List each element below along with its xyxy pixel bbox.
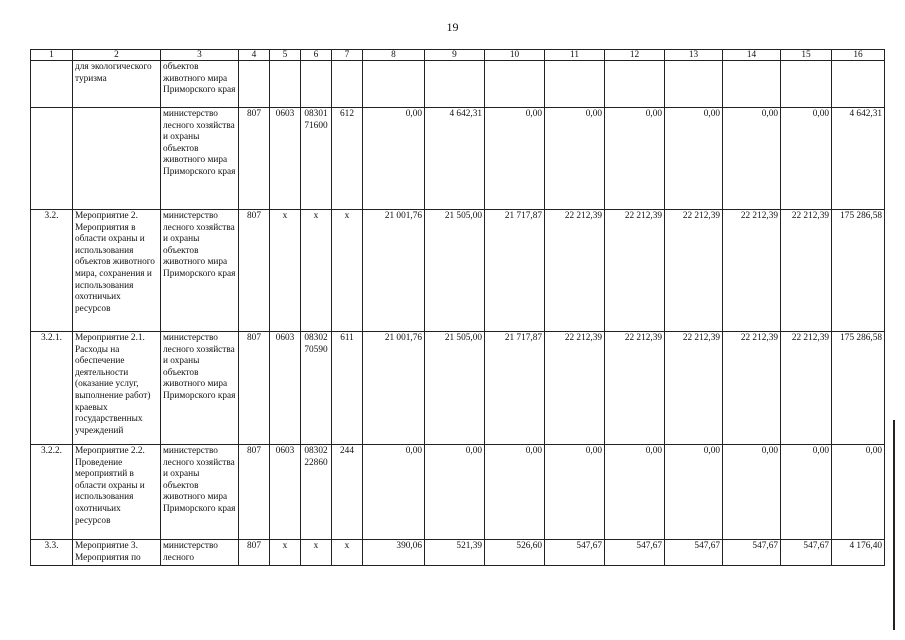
- page-number: 19: [446, 20, 459, 34]
- code-cell: x: [332, 540, 363, 566]
- amount-cell: 0,00: [781, 445, 832, 540]
- amount-cell: 526,60: [485, 540, 545, 566]
- amount-cell: 521,39: [425, 540, 485, 566]
- amount-cell: 22 212,39: [781, 332, 832, 445]
- code-cell: 807: [239, 332, 270, 445]
- amount-cell: 22 212,39: [781, 210, 832, 332]
- table-row: [31, 445, 885, 540]
- code-cell: 244: [332, 445, 363, 540]
- amount-cell: 21 505,00: [425, 210, 485, 332]
- amount-cell: [485, 61, 545, 108]
- amount-cell: 21 001,76: [363, 332, 425, 445]
- column-header: 5: [270, 50, 301, 61]
- column-header: 2: [73, 50, 161, 61]
- code-cell: 08301 71600: [301, 108, 332, 210]
- amount-cell: 0,00: [545, 108, 605, 210]
- amount-cell: 22 212,39: [723, 210, 781, 332]
- amount-cell: [545, 61, 605, 108]
- table-row: [31, 540, 885, 566]
- code-cell: x: [270, 210, 301, 332]
- amount-cell: 0,00: [485, 108, 545, 210]
- table-row: [31, 332, 885, 445]
- activity-name-cell: Мероприятие 2.1. Расходы на обеспечение деятельности (оказание услуг, выполнение работ) краевых государственных учреждений: [73, 332, 161, 445]
- code-cell: 612: [332, 108, 363, 210]
- amount-cell: 0,00: [605, 108, 665, 210]
- amount-cell: 22 212,39: [545, 332, 605, 445]
- executor-cell: министерство лесного хозяйства и охраны объектов животного мира Приморского края: [161, 210, 239, 332]
- column-header: 8: [363, 50, 425, 61]
- amount-cell: 547,67: [545, 540, 605, 566]
- amount-cell: 0,00: [665, 445, 723, 540]
- column-header: 15: [781, 50, 832, 61]
- amount-cell: [832, 61, 885, 108]
- amount-cell: 390,06: [363, 540, 425, 566]
- amount-cell: 22 212,39: [605, 332, 665, 445]
- code-cell: 0603: [270, 108, 301, 210]
- budget-table: [30, 49, 885, 566]
- column-header: 3: [161, 50, 239, 61]
- amount-cell: 21 505,00: [425, 332, 485, 445]
- amount-cell: [723, 61, 781, 108]
- amount-cell: [363, 61, 425, 108]
- code-cell: 807: [239, 210, 270, 332]
- amount-cell: 22 212,39: [665, 210, 723, 332]
- table-row: [31, 61, 885, 108]
- code-cell: 08302 22860: [301, 445, 332, 540]
- header-row: [31, 50, 885, 61]
- amount-cell: 0,00: [605, 445, 665, 540]
- row-id-cell: 3.3.: [31, 540, 73, 566]
- amount-cell: 547,67: [723, 540, 781, 566]
- column-header: 12: [605, 50, 665, 61]
- row-id-cell: 3.2.1.: [31, 332, 73, 445]
- code-cell: [332, 61, 363, 108]
- column-header: 9: [425, 50, 485, 61]
- amount-cell: 0,00: [425, 445, 485, 540]
- amount-cell: 175 286,58: [832, 210, 885, 332]
- amount-cell: 0,00: [723, 108, 781, 210]
- executor-cell: министерство лесного хозяйства и охраны объектов животного мира Приморского края: [161, 108, 239, 210]
- amount-cell: 21 717,87: [485, 332, 545, 445]
- code-cell: 0603: [270, 332, 301, 445]
- executor-cell: министерство лесного: [161, 540, 239, 566]
- amount-cell: 21 001,76: [363, 210, 425, 332]
- code-cell: x: [270, 540, 301, 566]
- code-cell: [270, 61, 301, 108]
- amount-cell: 0,00: [665, 108, 723, 210]
- row-id-cell: 3.2.2.: [31, 445, 73, 540]
- amount-cell: 0,00: [363, 445, 425, 540]
- code-cell: 0603: [270, 445, 301, 540]
- code-cell: 611: [332, 332, 363, 445]
- row-id-cell: 3.2.: [31, 210, 73, 332]
- row-id-cell: [31, 108, 73, 210]
- activity-name-cell: Мероприятие 3. Мероприятия по: [73, 540, 161, 566]
- executor-cell: объектов животного мира Приморского края: [161, 61, 239, 108]
- executor-cell: министерство лесного хозяйства и охраны объектов животного мира Приморского края: [161, 445, 239, 540]
- amount-cell: 22 212,39: [665, 332, 723, 445]
- amount-cell: 22 212,39: [545, 210, 605, 332]
- column-header: 7: [332, 50, 363, 61]
- table-row: [31, 108, 885, 210]
- amount-cell: 22 212,39: [605, 210, 665, 332]
- amount-cell: 0,00: [781, 108, 832, 210]
- edge-line: [893, 420, 895, 630]
- column-header: 4: [239, 50, 270, 61]
- column-header: 13: [665, 50, 723, 61]
- activity-name-cell: Мероприятие 2.2. Проведение мероприятий в области охраны и использования охотничьих ресурсов: [73, 445, 161, 540]
- code-cell: 807: [239, 108, 270, 210]
- executor-cell: министерство лесного хозяйства и охраны объектов животного мира Приморского края: [161, 332, 239, 445]
- amount-cell: 175 286,58: [832, 332, 885, 445]
- amount-cell: 4 642,31: [832, 108, 885, 210]
- column-header: 10: [485, 50, 545, 61]
- activity-name-cell: для экологического туризма: [73, 61, 161, 108]
- amount-cell: 0,00: [363, 108, 425, 210]
- row-id-cell: [31, 61, 73, 108]
- code-cell: x: [301, 540, 332, 566]
- code-cell: 08302 70590: [301, 332, 332, 445]
- activity-name-cell: [73, 108, 161, 210]
- column-header: 6: [301, 50, 332, 61]
- column-header: 14: [723, 50, 781, 61]
- amount-cell: 0,00: [723, 445, 781, 540]
- activity-name-cell: Мероприятие 2. Мероприятия в области охраны и использования объектов животного мира, сохранения и использования охотничьих ресурсов: [73, 210, 161, 332]
- code-cell: [239, 61, 270, 108]
- amount-cell: 4 176,40: [832, 540, 885, 566]
- amount-cell: 4 642,31: [425, 108, 485, 210]
- amount-cell: 547,67: [605, 540, 665, 566]
- code-cell: x: [301, 210, 332, 332]
- amount-cell: 0,00: [485, 445, 545, 540]
- column-header: 16: [832, 50, 885, 61]
- column-header: 1: [31, 50, 73, 61]
- amount-cell: 22 212,39: [723, 332, 781, 445]
- amount-cell: 0,00: [832, 445, 885, 540]
- code-cell: 807: [239, 445, 270, 540]
- amount-cell: [605, 61, 665, 108]
- amount-cell: 21 717,87: [485, 210, 545, 332]
- table-row: [31, 210, 885, 332]
- amount-cell: [425, 61, 485, 108]
- amount-cell: 547,67: [665, 540, 723, 566]
- amount-cell: [781, 61, 832, 108]
- code-cell: [301, 61, 332, 108]
- code-cell: 807: [239, 540, 270, 566]
- column-header: 11: [545, 50, 605, 61]
- amount-cell: [665, 61, 723, 108]
- code-cell: x: [332, 210, 363, 332]
- amount-cell: 0,00: [545, 445, 605, 540]
- amount-cell: 547,67: [781, 540, 832, 566]
